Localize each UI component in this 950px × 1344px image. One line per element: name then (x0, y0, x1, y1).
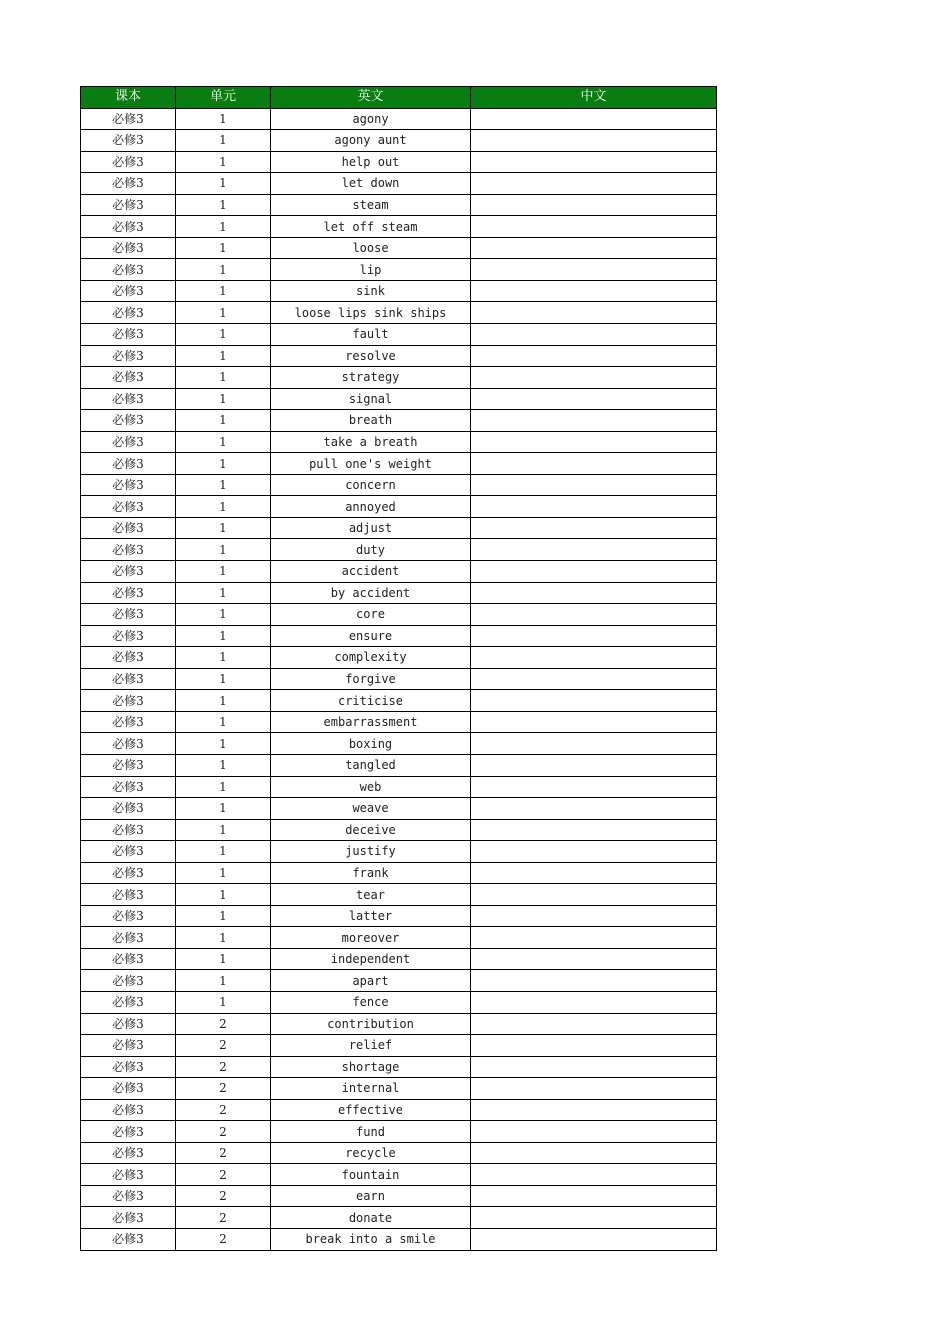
cell-textbook: 必修3 (81, 711, 176, 733)
cell-unit: 1 (176, 625, 271, 647)
table-row (81, 367, 717, 389)
cell-english: pull one's weight (271, 453, 471, 475)
table-row (81, 1121, 717, 1143)
cell-unit: 1 (176, 539, 271, 561)
cell-chinese (471, 280, 717, 302)
cell-textbook: 必修3 (81, 539, 176, 561)
table-row (81, 1207, 717, 1229)
cell-chinese (471, 647, 717, 669)
cell-english: frank (271, 862, 471, 884)
table-row (81, 625, 717, 647)
cell-english: boxing (271, 733, 471, 755)
cell-textbook: 必修3 (81, 324, 176, 346)
cell-textbook: 必修3 (81, 1078, 176, 1100)
cell-textbook: 必修3 (81, 841, 176, 863)
cell-english: lip (271, 259, 471, 281)
table-row (81, 130, 717, 152)
cell-textbook: 必修3 (81, 388, 176, 410)
cell-unit: 1 (176, 884, 271, 906)
cell-chinese (471, 324, 717, 346)
table-row (81, 582, 717, 604)
cell-unit: 1 (176, 302, 271, 324)
cell-unit: 2 (176, 1142, 271, 1164)
table-row (81, 474, 717, 496)
cell-english: help out (271, 151, 471, 173)
cell-textbook: 必修3 (81, 991, 176, 1013)
cell-textbook: 必修3 (81, 1164, 176, 1186)
cell-textbook: 必修3 (81, 367, 176, 389)
cell-chinese (471, 754, 717, 776)
cell-textbook: 必修3 (81, 431, 176, 453)
cell-english: concern (271, 474, 471, 496)
cell-chinese (471, 1142, 717, 1164)
cell-english: agony (271, 108, 471, 130)
cell-unit: 1 (176, 130, 271, 152)
cell-textbook: 必修3 (81, 1056, 176, 1078)
cell-textbook: 必修3 (81, 496, 176, 518)
table-row (81, 431, 717, 453)
cell-textbook: 必修3 (81, 173, 176, 195)
table-row (81, 151, 717, 173)
cell-chinese (471, 237, 717, 259)
cell-unit: 1 (176, 991, 271, 1013)
table-row (81, 733, 717, 755)
cell-chinese (471, 1207, 717, 1229)
table-body (81, 108, 717, 1250)
table-row (81, 991, 717, 1013)
cell-textbook: 必修3 (81, 1121, 176, 1143)
table-row (81, 905, 717, 927)
cell-english: recycle (271, 1142, 471, 1164)
cell-chinese (471, 776, 717, 798)
cell-chinese (471, 108, 717, 130)
cell-textbook: 必修3 (81, 754, 176, 776)
table-header (81, 87, 717, 109)
cell-textbook: 必修3 (81, 884, 176, 906)
cell-english: latter (271, 905, 471, 927)
table-row (81, 453, 717, 475)
cell-unit: 1 (176, 324, 271, 346)
header-english: 英文 (271, 87, 471, 109)
cell-textbook: 必修3 (81, 1228, 176, 1250)
cell-chinese (471, 1078, 717, 1100)
cell-unit: 1 (176, 108, 271, 130)
cell-unit: 1 (176, 776, 271, 798)
cell-chinese (471, 733, 717, 755)
cell-chinese (471, 259, 717, 281)
cell-chinese (471, 1099, 717, 1121)
cell-unit: 1 (176, 388, 271, 410)
cell-chinese (471, 1228, 717, 1250)
table-row (81, 927, 717, 949)
cell-textbook: 必修3 (81, 948, 176, 970)
cell-chinese (471, 582, 717, 604)
cell-chinese (471, 711, 717, 733)
table-row (81, 862, 717, 884)
cell-english: forgive (271, 668, 471, 690)
cell-chinese (471, 1013, 717, 1035)
cell-english: fault (271, 324, 471, 346)
cell-unit: 1 (176, 647, 271, 669)
table-row (81, 259, 717, 281)
cell-english: duty (271, 539, 471, 561)
cell-unit: 1 (176, 517, 271, 539)
cell-chinese (471, 991, 717, 1013)
cell-unit: 2 (176, 1164, 271, 1186)
table-row (81, 1185, 717, 1207)
header-textbook: 课本 (81, 87, 176, 109)
cell-english: fund (271, 1121, 471, 1143)
table-row (81, 173, 717, 195)
cell-unit: 1 (176, 410, 271, 432)
cell-english: earn (271, 1185, 471, 1207)
cell-textbook: 必修3 (81, 1013, 176, 1035)
cell-chinese (471, 1121, 717, 1143)
cell-chinese (471, 194, 717, 216)
cell-english: let down (271, 173, 471, 195)
cell-chinese (471, 345, 717, 367)
cell-unit: 1 (176, 841, 271, 863)
cell-unit: 1 (176, 582, 271, 604)
table-row (81, 1078, 717, 1100)
table-row (81, 1228, 717, 1250)
table-row (81, 604, 717, 626)
table-row (81, 970, 717, 992)
cell-english: justify (271, 841, 471, 863)
cell-chinese (471, 496, 717, 518)
cell-unit: 1 (176, 453, 271, 475)
cell-textbook: 必修3 (81, 561, 176, 583)
cell-textbook: 必修3 (81, 151, 176, 173)
cell-chinese (471, 970, 717, 992)
table-row (81, 517, 717, 539)
cell-chinese (471, 668, 717, 690)
cell-english: core (271, 604, 471, 626)
cell-chinese (471, 216, 717, 238)
cell-unit: 1 (176, 905, 271, 927)
cell-chinese (471, 1185, 717, 1207)
cell-unit: 2 (176, 1121, 271, 1143)
table-row (81, 216, 717, 238)
cell-unit: 1 (176, 431, 271, 453)
cell-english: let off steam (271, 216, 471, 238)
cell-chinese (471, 561, 717, 583)
cell-chinese (471, 604, 717, 626)
cell-textbook: 必修3 (81, 517, 176, 539)
table-row (81, 345, 717, 367)
cell-chinese (471, 798, 717, 820)
table-row (81, 711, 717, 733)
cell-chinese (471, 517, 717, 539)
cell-unit: 1 (176, 151, 271, 173)
cell-unit: 2 (176, 1228, 271, 1250)
header-chinese: 中文 (471, 87, 717, 109)
table-row (81, 948, 717, 970)
cell-textbook: 必修3 (81, 474, 176, 496)
cell-english: resolve (271, 345, 471, 367)
cell-chinese (471, 173, 717, 195)
table-row (81, 776, 717, 798)
cell-unit: 1 (176, 711, 271, 733)
table-row (81, 237, 717, 259)
cell-english: contribution (271, 1013, 471, 1035)
cell-textbook: 必修3 (81, 237, 176, 259)
cell-textbook: 必修3 (81, 582, 176, 604)
cell-english: criticise (271, 690, 471, 712)
table-row (81, 539, 717, 561)
cell-unit: 1 (176, 194, 271, 216)
cell-english: effective (271, 1099, 471, 1121)
cell-english: complexity (271, 647, 471, 669)
cell-english: accident (271, 561, 471, 583)
table-row (81, 280, 717, 302)
table-row (81, 1164, 717, 1186)
table-row (81, 1056, 717, 1078)
cell-unit: 1 (176, 862, 271, 884)
table-row (81, 884, 717, 906)
cell-unit: 1 (176, 733, 271, 755)
cell-chinese (471, 625, 717, 647)
cell-textbook: 必修3 (81, 798, 176, 820)
cell-english: agony aunt (271, 130, 471, 152)
cell-english: apart (271, 970, 471, 992)
cell-english: tangled (271, 754, 471, 776)
cell-english: loose lips sink ships (271, 302, 471, 324)
cell-unit: 1 (176, 216, 271, 238)
table-row (81, 1142, 717, 1164)
cell-english: internal (271, 1078, 471, 1100)
table-row (81, 302, 717, 324)
cell-textbook: 必修3 (81, 970, 176, 992)
cell-english: donate (271, 1207, 471, 1229)
table-row (81, 819, 717, 841)
cell-chinese (471, 539, 717, 561)
cell-unit: 2 (176, 1013, 271, 1035)
cell-unit: 1 (176, 970, 271, 992)
table-row (81, 798, 717, 820)
cell-textbook: 必修3 (81, 302, 176, 324)
cell-english: shortage (271, 1056, 471, 1078)
cell-textbook: 必修3 (81, 1142, 176, 1164)
cell-english: strategy (271, 367, 471, 389)
cell-english: sink (271, 280, 471, 302)
cell-unit: 1 (176, 259, 271, 281)
cell-textbook: 必修3 (81, 604, 176, 626)
cell-textbook: 必修3 (81, 259, 176, 281)
cell-textbook: 必修3 (81, 194, 176, 216)
cell-english: take a breath (271, 431, 471, 453)
cell-textbook: 必修3 (81, 862, 176, 884)
cell-unit: 1 (176, 367, 271, 389)
cell-textbook: 必修3 (81, 1207, 176, 1229)
cell-unit: 1 (176, 690, 271, 712)
cell-english: breath (271, 410, 471, 432)
table-row (81, 324, 717, 346)
cell-unit: 1 (176, 927, 271, 949)
cell-chinese (471, 841, 717, 863)
cell-english: embarrassment (271, 711, 471, 733)
cell-english: weave (271, 798, 471, 820)
cell-chinese (471, 905, 717, 927)
cell-chinese (471, 302, 717, 324)
cell-unit: 1 (176, 819, 271, 841)
table-row (81, 496, 717, 518)
cell-unit: 1 (176, 280, 271, 302)
cell-textbook: 必修3 (81, 905, 176, 927)
cell-unit: 1 (176, 604, 271, 626)
cell-english: fence (271, 991, 471, 1013)
cell-chinese (471, 1056, 717, 1078)
cell-textbook: 必修3 (81, 216, 176, 238)
table-row (81, 410, 717, 432)
cell-english: break into a smile (271, 1228, 471, 1250)
cell-textbook: 必修3 (81, 1185, 176, 1207)
cell-unit: 1 (176, 754, 271, 776)
cell-unit: 1 (176, 798, 271, 820)
cell-chinese (471, 819, 717, 841)
vocabulary-table (80, 86, 717, 1251)
header-row (81, 87, 717, 109)
table-row (81, 1099, 717, 1121)
cell-textbook: 必修3 (81, 345, 176, 367)
cell-english: adjust (271, 517, 471, 539)
cell-english: deceive (271, 819, 471, 841)
cell-unit: 1 (176, 173, 271, 195)
cell-english: independent (271, 948, 471, 970)
cell-english: moreover (271, 927, 471, 949)
cell-chinese (471, 130, 717, 152)
cell-chinese (471, 388, 717, 410)
cell-english: tear (271, 884, 471, 906)
cell-chinese (471, 927, 717, 949)
cell-textbook: 必修3 (81, 280, 176, 302)
cell-textbook: 必修3 (81, 1099, 176, 1121)
cell-unit: 2 (176, 1185, 271, 1207)
cell-unit: 2 (176, 1099, 271, 1121)
cell-textbook: 必修3 (81, 130, 176, 152)
cell-textbook: 必修3 (81, 1035, 176, 1057)
cell-english: signal (271, 388, 471, 410)
cell-textbook: 必修3 (81, 776, 176, 798)
cell-chinese (471, 1164, 717, 1186)
cell-textbook: 必修3 (81, 625, 176, 647)
cell-unit: 2 (176, 1035, 271, 1057)
cell-textbook: 必修3 (81, 668, 176, 690)
cell-unit: 1 (176, 948, 271, 970)
cell-chinese (471, 367, 717, 389)
cell-chinese (471, 410, 717, 432)
cell-chinese (471, 474, 717, 496)
table-row (81, 668, 717, 690)
table-row (81, 690, 717, 712)
table-row (81, 1013, 717, 1035)
cell-english: by accident (271, 582, 471, 604)
cell-unit: 2 (176, 1056, 271, 1078)
table-row (81, 1035, 717, 1057)
table-row (81, 754, 717, 776)
cell-textbook: 必修3 (81, 108, 176, 130)
cell-chinese (471, 431, 717, 453)
cell-chinese (471, 453, 717, 475)
cell-english: steam (271, 194, 471, 216)
table-row (81, 841, 717, 863)
cell-chinese (471, 862, 717, 884)
cell-unit: 1 (176, 474, 271, 496)
cell-chinese (471, 1035, 717, 1057)
cell-english: annoyed (271, 496, 471, 518)
cell-english: web (271, 776, 471, 798)
cell-english: loose (271, 237, 471, 259)
cell-chinese (471, 948, 717, 970)
cell-english: relief (271, 1035, 471, 1057)
cell-textbook: 必修3 (81, 690, 176, 712)
table-row (81, 647, 717, 669)
cell-unit: 1 (176, 496, 271, 518)
cell-english: fountain (271, 1164, 471, 1186)
cell-unit: 1 (176, 668, 271, 690)
cell-unit: 1 (176, 561, 271, 583)
cell-textbook: 必修3 (81, 410, 176, 432)
cell-unit: 2 (176, 1078, 271, 1100)
cell-textbook: 必修3 (81, 819, 176, 841)
cell-chinese (471, 884, 717, 906)
table-row (81, 561, 717, 583)
table-row (81, 388, 717, 410)
table-row (81, 194, 717, 216)
cell-english: ensure (271, 625, 471, 647)
cell-textbook: 必修3 (81, 927, 176, 949)
table-row (81, 108, 717, 130)
cell-textbook: 必修3 (81, 453, 176, 475)
cell-unit: 2 (176, 1207, 271, 1229)
cell-unit: 1 (176, 237, 271, 259)
cell-unit: 1 (176, 345, 271, 367)
cell-textbook: 必修3 (81, 647, 176, 669)
header-unit: 单元 (176, 87, 271, 109)
cell-textbook: 必修3 (81, 733, 176, 755)
cell-chinese (471, 690, 717, 712)
cell-chinese (471, 151, 717, 173)
